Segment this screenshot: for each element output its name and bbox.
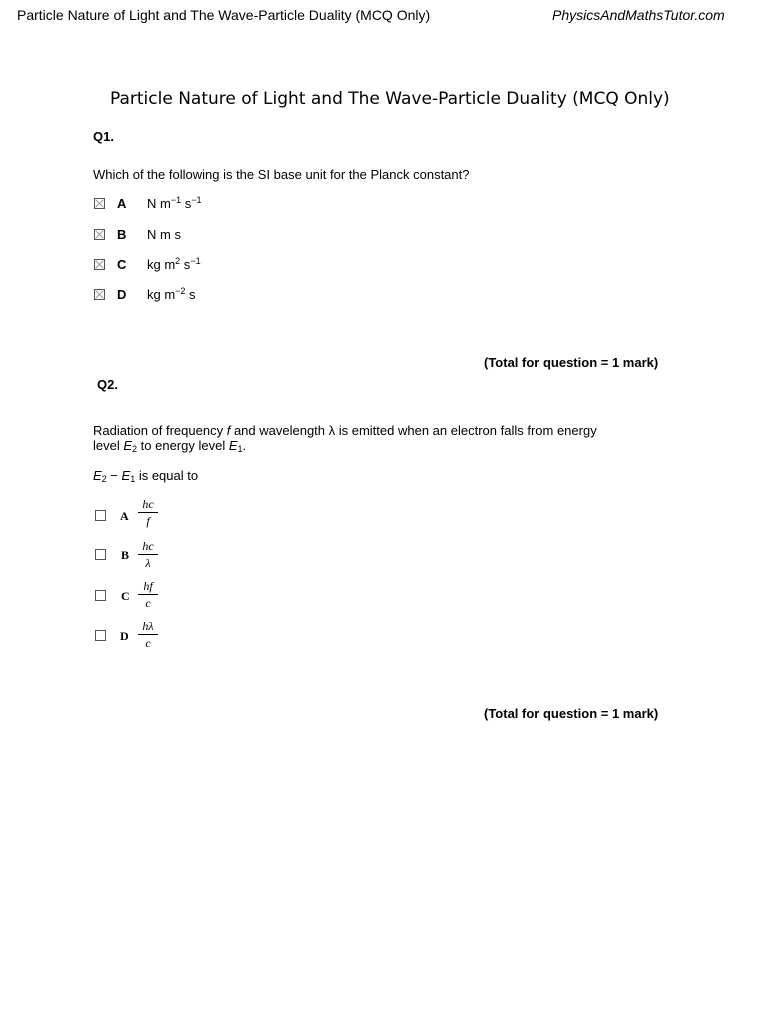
q2-question-line1: Radiation of frequency f and wavelength λ is emitted when an electron falls from energy <box>93 423 597 438</box>
option-answer: N m s <box>147 227 181 242</box>
q2-label: Q2. <box>97 377 118 392</box>
checkbox-b[interactable] <box>94 229 105 240</box>
header-site: PhysicsAndMathsTutor.com <box>552 7 725 23</box>
q1-question: Which of the following is the SI base unit for the Planck constant? <box>93 167 470 182</box>
q2-expression: $E_2 - E_1$ is equal to <box>93 468 199 484</box>
option-letter: C <box>117 257 127 272</box>
checkbox-b[interactable] <box>95 549 106 560</box>
option-letter: B <box>121 548 130 562</box>
option-answer: kg $m^{-2}$ s <box>147 286 196 302</box>
option-fraction: hc λ <box>138 539 158 570</box>
option-answer: kg $m^2$ $s^{-1}$ <box>147 256 201 272</box>
option-fraction: hf c <box>138 579 158 610</box>
checkbox-a[interactable] <box>94 198 105 209</box>
option-answer: N $m^{-1}$ $s^{-1}$ <box>147 195 202 211</box>
page-title: Particle Nature of Light and The Wave-Particle Duality (MCQ Only) <box>110 89 670 109</box>
q2-question-line2: level $E_2$ to energy level $E_1$. <box>93 438 247 454</box>
option-letter: D <box>117 287 127 302</box>
option-letter: A <box>117 196 127 211</box>
option-letter: B <box>117 227 127 242</box>
q1-label: Q1. <box>93 129 114 144</box>
checkbox-d[interactable] <box>95 630 106 641</box>
option-fraction: hλ c <box>138 619 158 650</box>
checkbox-d[interactable] <box>94 289 105 300</box>
checkbox-c[interactable] <box>94 259 105 270</box>
q2-total: (Total for question = 1 mark) <box>484 706 659 721</box>
option-fraction: hc f <box>138 497 158 528</box>
header-doc-title: Particle Nature of Light and The Wave-Particle Duality (MCQ Only) <box>17 7 431 23</box>
option-letter: D <box>120 629 129 643</box>
option-letter: C <box>121 589 130 603</box>
checkbox-c[interactable] <box>95 590 106 601</box>
checkbox-a[interactable] <box>95 510 106 521</box>
q1-total: (Total for question = 1 mark) <box>484 355 659 370</box>
option-letter: A <box>120 509 129 523</box>
